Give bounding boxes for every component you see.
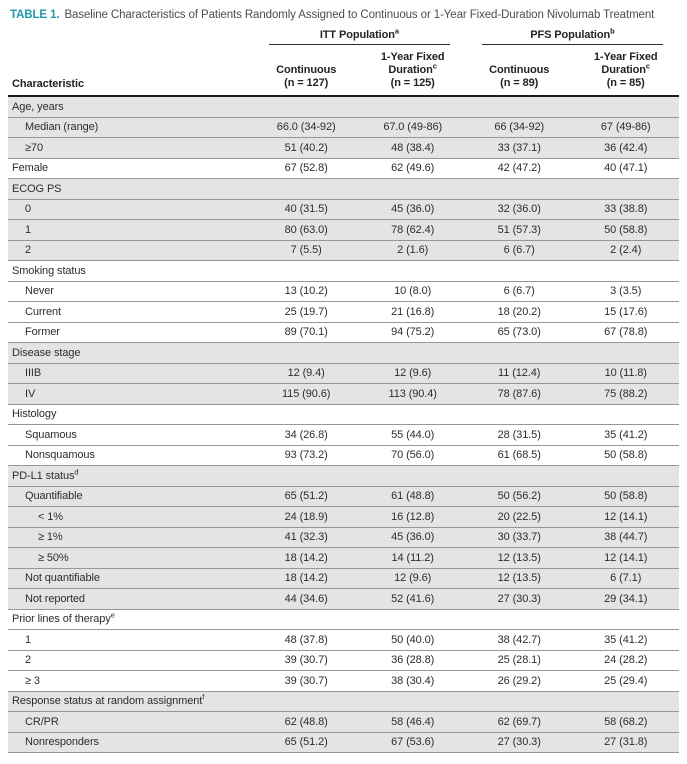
cell-value [572, 343, 679, 364]
cell-value: 40 (47.1) [572, 158, 679, 179]
cell-value: 36 (42.4) [572, 138, 679, 159]
cell-value [359, 261, 466, 282]
row-label: 1 [8, 630, 253, 651]
cell-value: 65 (51.2) [253, 486, 360, 507]
cell-value: 51 (57.3) [466, 220, 573, 241]
row-label: 1 [8, 220, 253, 241]
cell-value: 113 (90.4) [359, 384, 466, 405]
cell-value: 65 (51.2) [253, 732, 360, 753]
cell-value [572, 404, 679, 425]
cell-value: 62 (48.8) [253, 712, 360, 733]
cell-value [466, 261, 573, 282]
table-row [8, 548, 679, 569]
row-label: 2 [8, 650, 253, 671]
cell-value [466, 179, 573, 200]
cell-value: 14 (11.2) [359, 548, 466, 569]
cell-value: 67 (52.8) [253, 158, 360, 179]
cell-value [253, 261, 360, 282]
row-label: Quantifiable [8, 486, 253, 507]
cell-value: 34 (26.8) [253, 425, 360, 446]
table-row [8, 425, 679, 446]
cell-value: 58 (68.2) [572, 712, 679, 733]
cell-value: 50 (58.8) [572, 220, 679, 241]
footnote-marker-f: f [202, 692, 205, 702]
cell-value: 45 (36.0) [359, 527, 466, 548]
cell-value [572, 691, 679, 712]
cell-value [466, 691, 573, 712]
cell-value: 45 (36.0) [359, 199, 466, 220]
row-label: Squamous [8, 425, 253, 446]
cell-value: 12 (9.6) [359, 363, 466, 384]
cell-value: 48 (37.8) [253, 630, 360, 651]
table-row [8, 527, 679, 548]
cell-value: 78 (87.6) [466, 384, 573, 405]
table-row [8, 589, 679, 610]
row-label: ≥70 [8, 138, 253, 159]
cell-value [253, 96, 360, 117]
row-label: ≥ 3 [8, 671, 253, 692]
cell-value: 67 (78.8) [572, 322, 679, 343]
cell-value [253, 691, 360, 712]
column-group-itt-label: ITT Population$^a$ [269, 27, 450, 45]
table-row [8, 199, 679, 220]
cell-value [466, 404, 573, 425]
cell-value [359, 96, 466, 117]
cell-value: 12 (13.5) [466, 548, 573, 569]
cell-value [359, 404, 466, 425]
table-row [8, 712, 679, 733]
row-label: 0 [8, 199, 253, 220]
cell-value: 67 (49-86) [572, 117, 679, 138]
cell-value: 55 (44.0) [359, 425, 466, 446]
table-row [8, 220, 679, 241]
cell-value: 7 (5.5) [253, 240, 360, 261]
table-row [8, 117, 679, 138]
table-row [8, 240, 679, 261]
cell-value: 66 (34-92) [466, 117, 573, 138]
cell-value: 62 (49.6) [359, 158, 466, 179]
cell-value [572, 96, 679, 117]
table-row [8, 179, 679, 200]
cell-value: 35 (41.2) [572, 630, 679, 651]
cell-value: 52 (41.6) [359, 589, 466, 610]
cell-value: 66.0 (34-92) [253, 117, 360, 138]
table-row [8, 671, 679, 692]
cell-value: 65 (73.0) [466, 322, 573, 343]
cell-value: 30 (33.7) [466, 527, 573, 548]
cell-value [572, 261, 679, 282]
cell-value: 44 (34.6) [253, 589, 360, 610]
cell-value: 2 (1.6) [359, 240, 466, 261]
cell-value: 41 (32.3) [253, 527, 360, 548]
table-body [8, 96, 679, 753]
cell-value: 62 (69.7) [466, 712, 573, 733]
cell-value: 50 (40.0) [359, 630, 466, 651]
column-header-row [8, 45, 679, 96]
cell-value: 20 (22.5) [466, 507, 573, 528]
table-row [8, 302, 679, 323]
row-label: PD-L1 status$^d$ [8, 466, 253, 487]
row-label: IV [8, 384, 253, 405]
cell-value: 36 (28.8) [359, 650, 466, 671]
table-row [8, 732, 679, 753]
table-row [8, 486, 679, 507]
cell-value: 38 (44.7) [572, 527, 679, 548]
cell-value: 80 (63.0) [253, 220, 360, 241]
footnote-marker-d: d [74, 467, 79, 477]
cell-value: 25 (29.4) [572, 671, 679, 692]
table-caption [10, 8, 677, 22]
cell-value: 33 (38.8) [572, 199, 679, 220]
column-group-spacer [8, 27, 253, 45]
table-title-text: Baseline Characteristics of Patients Randomly Assigned to Continuous or 1-Year Fixed-Duration Nivolumab Treatment [64, 9, 655, 21]
cell-value: 33 (37.1) [466, 138, 573, 159]
row-label: Age, years [8, 96, 253, 117]
column-group-pfs-label: PFS Population$^b$ [482, 27, 663, 45]
table-row [8, 609, 679, 630]
cell-value [253, 343, 360, 364]
row-label: ECOG PS [8, 179, 253, 200]
row-label: Current [8, 302, 253, 323]
cell-value: 61 (68.5) [466, 445, 573, 466]
cell-value [572, 609, 679, 630]
cell-value: 38 (30.4) [359, 671, 466, 692]
cell-value [359, 466, 466, 487]
cell-value [253, 609, 360, 630]
row-label: IIIB [8, 363, 253, 384]
cell-value: 10 (8.0) [359, 281, 466, 302]
column-group-pfs [466, 27, 679, 45]
cell-value: 18 (14.2) [253, 548, 360, 569]
cell-value [572, 466, 679, 487]
cell-value: 6 (6.7) [466, 281, 573, 302]
cell-value: 61 (48.8) [359, 486, 466, 507]
cell-value: 18 (14.2) [253, 568, 360, 589]
cell-value: 32 (36.0) [466, 199, 573, 220]
row-label: 2 [8, 240, 253, 261]
cell-value: 51 (40.2) [253, 138, 360, 159]
column-header-pfs-fixed-duration: 1-Year Fixed Duration$^c$ (n = 85) [572, 45, 679, 96]
cell-value: 94 (75.2) [359, 322, 466, 343]
cell-value: 10 (11.8) [572, 363, 679, 384]
cell-value: 12 (13.5) [466, 568, 573, 589]
cell-value: 6 (7.1) [572, 568, 679, 589]
table-row [8, 507, 679, 528]
cell-value: 12 (14.1) [572, 507, 679, 528]
baseline-characteristics-table [8, 27, 679, 753]
cell-value [466, 466, 573, 487]
column-group-itt [253, 27, 466, 45]
footnote-marker-c: c [432, 61, 437, 71]
cell-value [359, 343, 466, 364]
cell-value: 26 (29.2) [466, 671, 573, 692]
cell-value [359, 609, 466, 630]
cell-value: 3 (3.5) [572, 281, 679, 302]
cell-value: 12 (14.1) [572, 548, 679, 569]
table-figure [0, 8, 687, 753]
footnote-marker-b: b [610, 26, 615, 36]
table-row [8, 281, 679, 302]
row-label: Histology [8, 404, 253, 425]
table-row [8, 445, 679, 466]
cell-value [359, 179, 466, 200]
cell-value: 39 (30.7) [253, 650, 360, 671]
footnote-marker-a: a [394, 26, 399, 36]
row-label: < 1% [8, 507, 253, 528]
row-label: ≥ 50% [8, 548, 253, 569]
table-row [8, 363, 679, 384]
cell-value: 24 (28.2) [572, 650, 679, 671]
cell-value: 2 (2.4) [572, 240, 679, 261]
column-header-pfs-continuous: Continuous (n = 89) [466, 45, 573, 96]
cell-value: 70 (56.0) [359, 445, 466, 466]
row-label: Response status at random assignment$^f$ [8, 691, 253, 712]
cell-value: 24 (18.9) [253, 507, 360, 528]
cell-value: 28 (31.5) [466, 425, 573, 446]
cell-value: 48 (38.4) [359, 138, 466, 159]
table-row [8, 158, 679, 179]
table-number-label: TABLE 1. [10, 9, 60, 21]
row-label: Never [8, 281, 253, 302]
cell-value: 58 (46.4) [359, 712, 466, 733]
cell-value [253, 179, 360, 200]
cell-value: 50 (58.8) [572, 445, 679, 466]
cell-value [466, 609, 573, 630]
column-header-characteristic: Characteristic [8, 45, 253, 96]
cell-value: 115 (90.6) [253, 384, 360, 405]
cell-value: 38 (42.7) [466, 630, 573, 651]
table-header [8, 27, 679, 96]
cell-value: 35 (41.2) [572, 425, 679, 446]
cell-value [253, 466, 360, 487]
cell-value: 39 (30.7) [253, 671, 360, 692]
cell-value [466, 343, 573, 364]
cell-value [572, 179, 679, 200]
row-label: Median (range) [8, 117, 253, 138]
table-row [8, 138, 679, 159]
footnote-marker-e: e [110, 610, 115, 620]
row-label: ≥ 1% [8, 527, 253, 548]
cell-value: 13 (10.2) [253, 281, 360, 302]
column-header-itt-fixed-duration: 1-Year Fixed Duration$^c$ (n = 125) [359, 45, 466, 96]
table-row [8, 404, 679, 425]
cell-value: 12 (9.4) [253, 363, 360, 384]
table-row [8, 630, 679, 651]
cell-value: 50 (56.2) [466, 486, 573, 507]
cell-value: 15 (17.6) [572, 302, 679, 323]
cell-value: 78 (62.4) [359, 220, 466, 241]
footnote-marker-c: c [645, 61, 651, 71]
cell-value: 11 (12.4) [466, 363, 573, 384]
row-label: Not quantifiable [8, 568, 253, 589]
cell-value: 67 (53.6) [359, 732, 466, 753]
cell-value: 89 (70.1) [253, 322, 360, 343]
row-label: Prior lines of therapy$^e$ [8, 609, 253, 630]
table-row [8, 466, 679, 487]
table-row [8, 384, 679, 405]
table-row [8, 650, 679, 671]
cell-value: 18 (20.2) [466, 302, 573, 323]
table-row [8, 261, 679, 282]
row-label: Female [8, 158, 253, 179]
cell-value: 50 (58.8) [572, 486, 679, 507]
table-row [8, 322, 679, 343]
table-row [8, 343, 679, 364]
row-label: Disease stage [8, 343, 253, 364]
cell-value: 12 (9.6) [359, 568, 466, 589]
row-label: Nonresponders [8, 732, 253, 753]
row-label: Former [8, 322, 253, 343]
cell-value: 27 (30.3) [466, 589, 573, 610]
cell-value: 25 (28.1) [466, 650, 573, 671]
column-group-row [8, 27, 679, 45]
cell-value: 42 (47.2) [466, 158, 573, 179]
row-label: Smoking status [8, 261, 253, 282]
table-row [8, 568, 679, 589]
row-label: Nonsquamous [8, 445, 253, 466]
table-row [8, 691, 679, 712]
cell-value: 93 (73.2) [253, 445, 360, 466]
cell-value: 6 (6.7) [466, 240, 573, 261]
table-row [8, 96, 679, 117]
row-label: CR/PR [8, 712, 253, 733]
column-header-itt-continuous: Continuous (n = 127) [253, 45, 360, 96]
cell-value: 27 (30.3) [466, 732, 573, 753]
cell-value [466, 96, 573, 117]
row-label: Not reported [8, 589, 253, 610]
cell-value: 40 (31.5) [253, 199, 360, 220]
cell-value [359, 691, 466, 712]
cell-value: 67.0 (49-86) [359, 117, 466, 138]
cell-value: 16 (12.8) [359, 507, 466, 528]
cell-value: 75 (88.2) [572, 384, 679, 405]
cell-value: 21 (16.8) [359, 302, 466, 323]
cell-value [253, 404, 360, 425]
cell-value: 27 (31.8) [572, 732, 679, 753]
cell-value: 25 (19.7) [253, 302, 360, 323]
cell-value: 29 (34.1) [572, 589, 679, 610]
